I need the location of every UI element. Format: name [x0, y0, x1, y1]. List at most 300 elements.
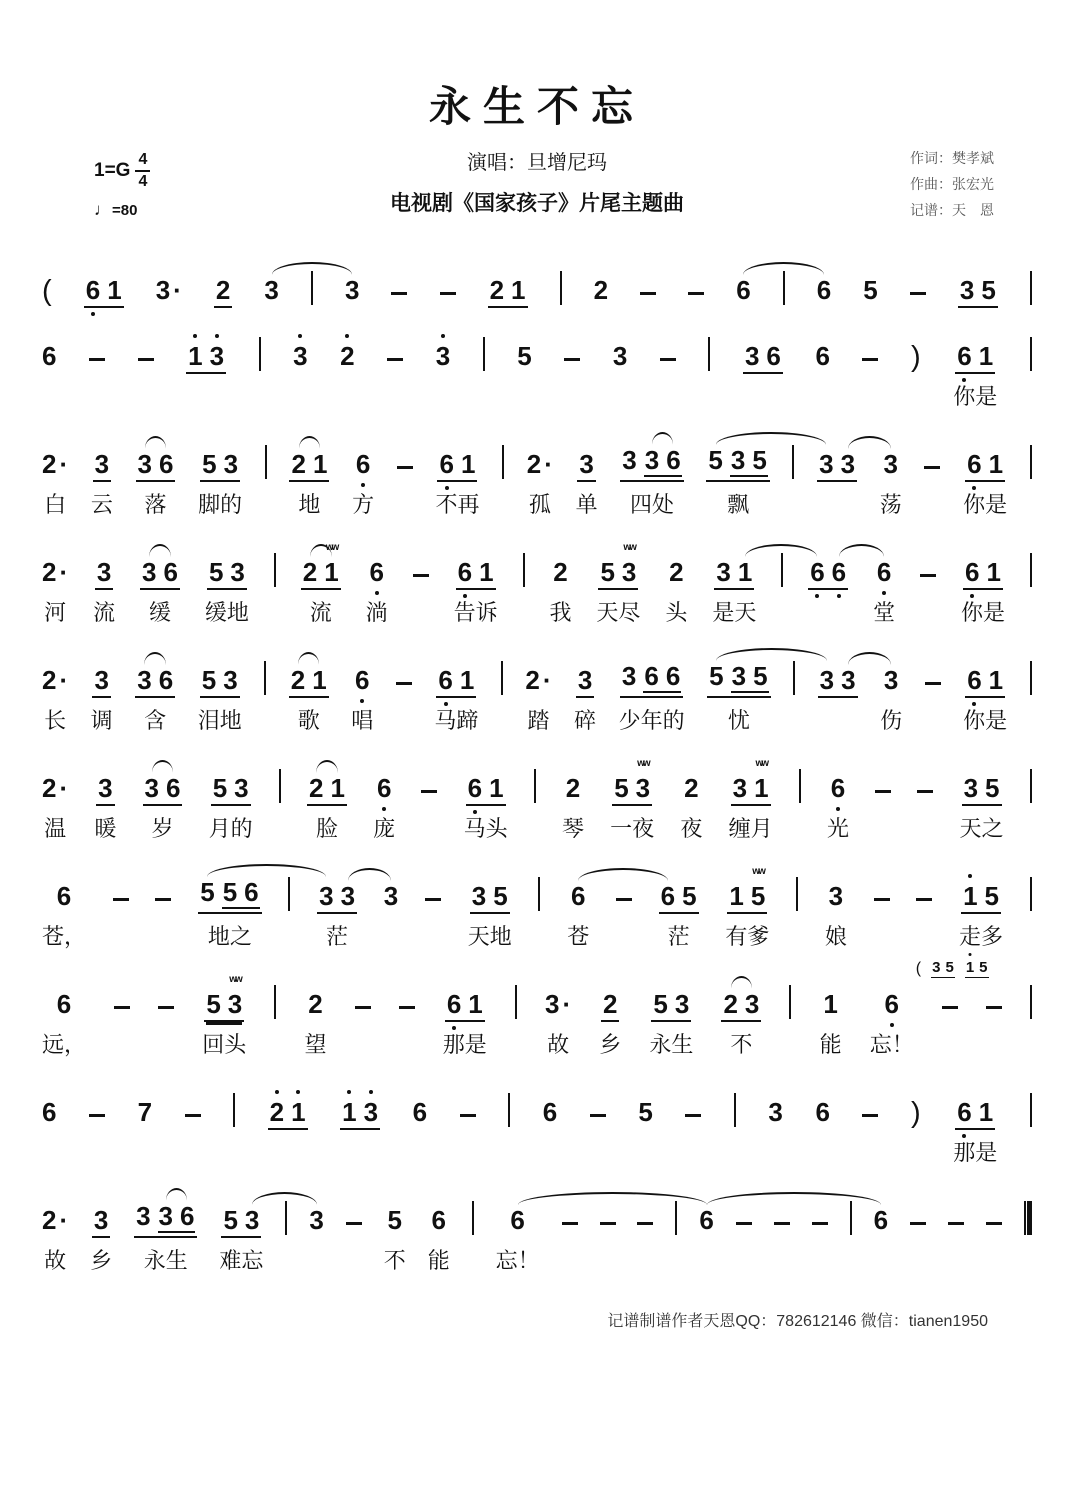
note: 5 [753, 661, 768, 691]
note-slot [42, 762, 68, 806]
note: 1 [963, 883, 977, 909]
note-slot [727, 866, 767, 914]
score-cell [874, 870, 890, 958]
score-cell [920, 546, 936, 634]
score-cell [138, 1086, 152, 1174]
lyric: 天地 [467, 924, 512, 949]
score-cell [613, 330, 627, 418]
lyric: 荡 [879, 492, 902, 517]
score-cell [660, 330, 676, 418]
note-slot [925, 654, 941, 698]
score-cell [373, 762, 395, 850]
note-slot [396, 654, 412, 698]
tempo-marking [94, 200, 150, 220]
note: 1 [312, 665, 327, 695]
score-cell [1030, 870, 1032, 958]
note-slot [456, 546, 496, 590]
lyric: 永生 [143, 1248, 188, 1273]
lyric: 娘 [824, 924, 847, 949]
grace-open-paren: ( [915, 960, 922, 977]
note: 3 [137, 449, 152, 479]
lyric: 河 [44, 600, 67, 625]
note: 3 [744, 341, 760, 371]
score-cell [523, 546, 525, 634]
score-cell [911, 1086, 921, 1174]
score-cell [610, 758, 655, 850]
score-cell [825, 870, 847, 958]
score-cell [352, 438, 374, 526]
score-cell [279, 762, 281, 850]
score-cell [665, 546, 687, 634]
note-slot [577, 438, 595, 482]
note-group [221, 1207, 261, 1238]
octave-dot-low [962, 378, 966, 382]
note: 3 [210, 343, 224, 369]
note-slot [204, 974, 244, 1022]
score-cell [721, 978, 761, 1066]
note: 3 · [545, 989, 572, 1019]
note: 1 [988, 449, 1004, 479]
grace-note-group [965, 960, 989, 978]
octave-dot-low [445, 486, 449, 490]
score-cell [685, 1086, 701, 1174]
score-cell [619, 654, 685, 742]
note-slot [308, 978, 322, 1022]
score-cell [576, 438, 598, 526]
lyric: 你是 [953, 384, 998, 409]
barline [789, 985, 791, 1019]
score-cell [443, 978, 487, 1066]
note: 6 [957, 343, 971, 369]
barline [264, 661, 266, 695]
note-group [714, 559, 754, 590]
note: 3 [841, 665, 856, 695]
octave-dot-low [970, 594, 974, 598]
score-cell [268, 1086, 308, 1174]
score-cell [136, 438, 176, 526]
note-slot [863, 264, 877, 308]
note-slot [95, 546, 113, 590]
score-cell [774, 1194, 790, 1282]
score-cell [808, 546, 848, 634]
score-cell [413, 1086, 427, 1174]
score-cell [792, 438, 794, 526]
score-cell [397, 438, 413, 526]
duration-dash [346, 1222, 362, 1225]
notation-row [42, 542, 1032, 634]
score-cell [915, 959, 988, 1066]
duration-dash [600, 1222, 616, 1225]
note: 6 [660, 881, 676, 911]
score-cell [84, 264, 124, 310]
note: 6 [666, 445, 681, 475]
note: 6 [665, 661, 681, 691]
score-line [42, 1086, 1032, 1174]
barline [783, 271, 785, 305]
note: 2 · [526, 449, 553, 479]
note-group [214, 277, 232, 308]
lyric: 永生 [649, 1032, 694, 1057]
score-cell [198, 870, 261, 958]
barline [523, 553, 525, 587]
score-cell [688, 264, 704, 310]
lyric: 能 [427, 1248, 450, 1273]
note-group [204, 974, 244, 1022]
score-cell [812, 1194, 828, 1282]
octave-dot-low [972, 702, 976, 706]
note: 6 [884, 991, 898, 1017]
note: 2 · [42, 665, 69, 695]
note: 6 [832, 559, 846, 585]
score-cell [186, 330, 226, 418]
duration-dash [89, 1114, 105, 1117]
slur [716, 432, 827, 446]
note: 1 [988, 665, 1004, 695]
lyric: 忘！ [869, 1032, 914, 1057]
octave-dot-high [441, 334, 445, 338]
note: 2 [302, 557, 318, 587]
score-cell [875, 762, 891, 850]
note: 3 [264, 275, 279, 305]
lyric: 流 [309, 600, 332, 625]
note: 1 [511, 275, 526, 305]
note: 2 [215, 275, 231, 305]
score-cell [264, 654, 266, 742]
note: 3 [963, 773, 979, 803]
score-cell [140, 546, 180, 634]
note-slot [601, 978, 619, 1022]
note: 6 [873, 1205, 889, 1235]
note-slot [815, 330, 829, 374]
barline [793, 661, 795, 695]
duration-dash [562, 1222, 578, 1225]
note: 2 [593, 275, 609, 305]
note: 3 [716, 557, 731, 587]
score-cell [961, 546, 1005, 634]
note-group [963, 559, 1003, 590]
score-line [42, 264, 1032, 310]
note-slot [431, 1194, 445, 1238]
note: 1 [978, 341, 994, 371]
note: 6 [356, 451, 370, 477]
lyric: 故 [44, 1248, 67, 1273]
note: 6 [967, 667, 981, 693]
note-slot [397, 438, 413, 482]
note-slot [138, 330, 154, 374]
score-cell [916, 870, 932, 958]
note: 2 [553, 557, 568, 587]
note: 2 [290, 665, 306, 695]
note: 3 [730, 445, 746, 475]
note: 3 [644, 445, 660, 475]
note-group [721, 991, 761, 1022]
note-slot [708, 330, 710, 374]
octave-dot-low [837, 594, 841, 598]
barline [1030, 661, 1032, 695]
note: 3 [98, 773, 113, 803]
lyric: 一夜 [610, 816, 655, 841]
score-cell [134, 1194, 197, 1282]
lyric: 忘！ [495, 1248, 540, 1273]
note: 6 [369, 559, 383, 585]
score-cell [562, 762, 584, 850]
lyric: 方 [352, 492, 375, 517]
time-signature-denominator: 4 [138, 173, 148, 190]
grace-notes [916, 960, 989, 978]
score-cell [567, 870, 589, 958]
score-cell [454, 546, 498, 634]
score-line [42, 330, 1032, 418]
note-group [140, 559, 180, 590]
barline [274, 553, 276, 587]
duration-dash [590, 1114, 606, 1117]
note-group [289, 667, 329, 698]
score-cell [94, 762, 116, 850]
score-cell [637, 1194, 653, 1282]
lyric: 天尽 [596, 600, 641, 625]
note-slot [517, 330, 531, 374]
duration-dash [399, 1006, 415, 1009]
note-slot [796, 870, 798, 914]
note: 2 [489, 275, 505, 305]
note: 3 [94, 449, 110, 479]
score-cell [42, 870, 86, 958]
lyric: 温 [44, 816, 67, 841]
note: 5 [222, 877, 238, 907]
duration-dash [640, 292, 656, 295]
duration-dash [421, 790, 437, 793]
notation-row [42, 654, 1032, 742]
duration-dash [616, 898, 632, 901]
note: 6 [816, 275, 832, 305]
barline [792, 445, 794, 479]
note-slot [734, 1086, 736, 1130]
lyric: 茫 [667, 924, 690, 949]
score-cell [725, 866, 770, 958]
lyric: 庞 [373, 816, 396, 841]
note: 3 [840, 449, 856, 479]
lyric: 调 [90, 708, 113, 733]
note-slot [185, 1086, 201, 1130]
note-slot [84, 264, 124, 308]
time-signature-numerator: 4 [135, 152, 150, 172]
note-group [456, 559, 496, 590]
note: 5 [387, 1205, 402, 1235]
score-cell [1030, 330, 1032, 418]
note: 1 [460, 449, 476, 479]
mordent-mark: ww [755, 758, 768, 769]
barline [483, 337, 485, 371]
note-slot [685, 1086, 701, 1130]
score-cell [399, 978, 415, 1066]
note: 1 [737, 557, 753, 587]
note: 1 ww [754, 758, 769, 803]
note: 1 [468, 989, 483, 1019]
note-slot [502, 438, 504, 482]
duration-dash [158, 1006, 174, 1009]
note-slot [875, 762, 891, 806]
note: 5 [863, 275, 878, 305]
note-group [437, 451, 477, 482]
note-slot [915, 959, 988, 1022]
note-group [731, 758, 771, 806]
note: 3 [137, 665, 152, 695]
note-slot [369, 546, 383, 590]
duration-dash [564, 358, 580, 361]
score-cell [594, 264, 608, 310]
note-slot [862, 330, 878, 374]
note-slot [96, 762, 114, 806]
note-slot [113, 870, 129, 914]
note-slot [1030, 264, 1032, 308]
score-cell [42, 762, 68, 850]
score-cell [880, 438, 902, 526]
note-slot [264, 654, 266, 698]
note: 3 [612, 341, 628, 371]
lyric: 脚的 [198, 492, 243, 517]
note: 2 [309, 773, 324, 803]
barline [285, 1201, 287, 1235]
score-cell [562, 1194, 578, 1282]
final-barline [1024, 1201, 1032, 1235]
note-slot [917, 762, 933, 806]
note: 3 [142, 557, 157, 587]
note: 5 [653, 989, 668, 1019]
note-slot [346, 1194, 362, 1238]
score-line [42, 542, 1032, 634]
score-cell [346, 1194, 362, 1282]
score-cell [596, 542, 641, 634]
note-slot [829, 870, 843, 914]
note: 6 [163, 557, 178, 587]
note: 5 [223, 1205, 238, 1235]
score-cell [289, 654, 329, 742]
lyric: 四处 [629, 492, 674, 517]
score-cell [527, 438, 553, 526]
note-slot [42, 438, 68, 482]
note: 6 [42, 1097, 57, 1127]
score-cell [917, 762, 933, 850]
credits-block [910, 146, 994, 224]
lyric: 落 [144, 492, 167, 517]
score-cell [538, 870, 540, 958]
score-cell [925, 654, 941, 742]
note-group [445, 991, 485, 1022]
lyric: 歌 [297, 708, 320, 733]
barline [274, 985, 276, 1019]
score-cell [93, 546, 115, 634]
close-paren: ) [911, 341, 921, 373]
note-slot [387, 330, 403, 374]
note-slot [440, 264, 456, 308]
score-cell [472, 1194, 474, 1282]
score-cell [202, 974, 247, 1066]
score-cell [517, 330, 531, 418]
note: 5 [752, 445, 767, 475]
note: 3 [674, 989, 690, 1019]
note: 2 [565, 773, 581, 803]
score-cell [285, 1194, 287, 1282]
score-cell [198, 438, 242, 526]
note-group [577, 451, 595, 482]
beam-subgroup [158, 1203, 196, 1233]
note: 2 [308, 989, 323, 1019]
score-cell [675, 1194, 677, 1282]
note-slot [594, 264, 608, 308]
note: 1 [966, 960, 974, 975]
note: 6 [644, 661, 659, 691]
note: 5 [206, 989, 221, 1019]
lyric: 你是 [963, 492, 1008, 517]
note-slot [815, 1086, 829, 1130]
note-slot [598, 542, 638, 590]
note-slot [355, 654, 369, 698]
lyric: 苍， [42, 924, 87, 949]
lyric: 唱 [351, 708, 374, 733]
note: 3 ww [635, 758, 651, 803]
score-cell [289, 438, 329, 526]
score-cell [460, 1086, 476, 1174]
note-slot [391, 264, 407, 308]
score-cell [793, 654, 795, 742]
note: 1 [188, 343, 202, 369]
note-slot [910, 1194, 926, 1238]
note-group [466, 775, 506, 806]
note-slot [911, 1086, 921, 1130]
score-line [42, 866, 1032, 958]
note: 1 [291, 1099, 305, 1125]
note-slot [1030, 870, 1032, 914]
note: 3 [319, 881, 334, 911]
lyric: 马蹄 [434, 708, 479, 733]
note-group [961, 883, 1001, 914]
note: 6 [766, 341, 781, 371]
score-cell [428, 1194, 450, 1282]
note-slot [911, 330, 921, 374]
barline [508, 1093, 510, 1127]
duration-dash [688, 292, 704, 295]
note-slot [93, 438, 111, 482]
credit-composer: 作曲：张宏光 [910, 175, 994, 192]
barline [734, 1093, 736, 1127]
lyric: 苍 [567, 924, 590, 949]
note: 3 [234, 773, 249, 803]
note: 1 [479, 557, 494, 587]
note: 1 [489, 773, 504, 803]
note-slot [501, 654, 503, 698]
note-slot [274, 978, 276, 1022]
score-cell [488, 264, 528, 310]
duration-dash [874, 898, 890, 901]
notation-row [42, 330, 1032, 418]
duration-dash [387, 358, 403, 361]
note-slot [445, 978, 485, 1022]
score-cell [340, 1086, 380, 1174]
beam-subgroup [731, 663, 769, 693]
slur [207, 864, 326, 878]
score-cell [620, 438, 683, 526]
note: 6 [439, 451, 453, 477]
note: 6 [158, 665, 174, 695]
close-paren: ) [911, 1097, 921, 1129]
score-cell [265, 438, 267, 526]
score-cell [574, 654, 596, 742]
tempo-value: =80 [112, 202, 138, 219]
note-slot [114, 978, 130, 1022]
duration-dash [736, 1222, 752, 1225]
note-group [211, 775, 251, 806]
duration-dash [917, 790, 933, 793]
